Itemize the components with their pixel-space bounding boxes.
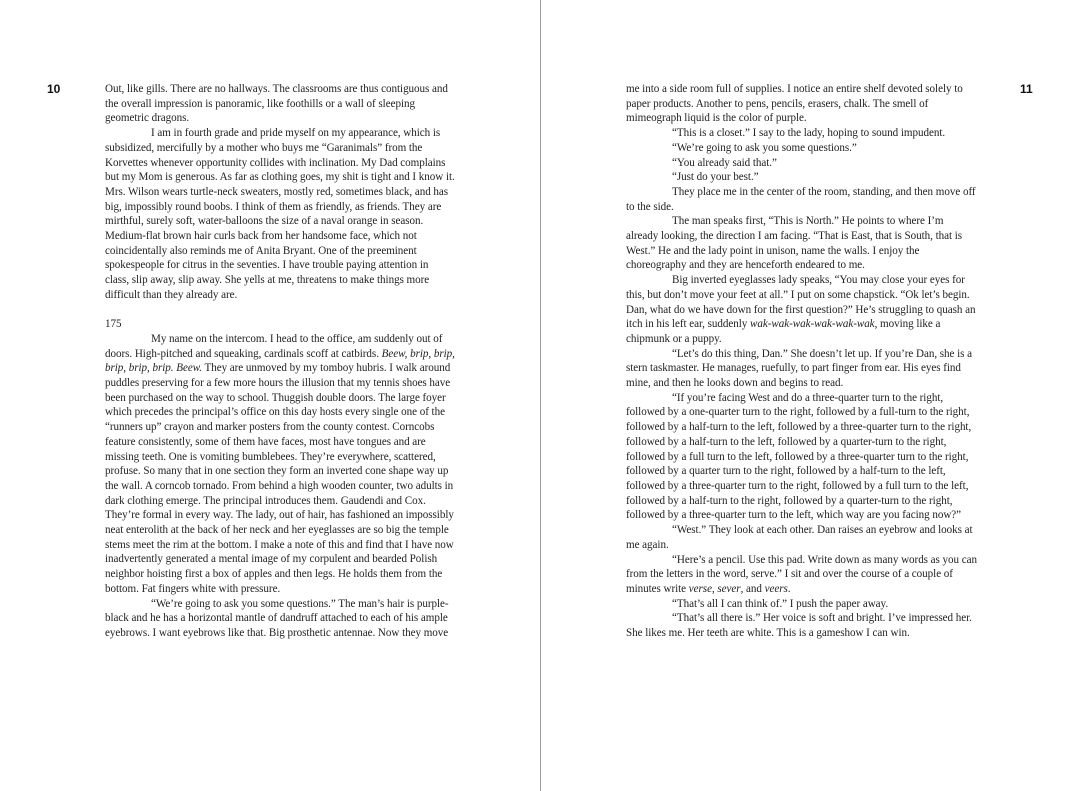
page-number-right: 11	[1020, 82, 1033, 96]
paragraph: I am in fourth grade and pride myself on my appearance, which is subsidized, mercifully by a mother who buys me “Garanimals” from the Korvettes whenever opportunity collides with inclination. My Dad complains but my Mom is generous. As far as clothing goes, my shit is tight and I know it. Mrs. Wilson wears turtle-neck sweaters, mostly red, sometimes black, and has big, impossibly round boobs. I think of them as friendly, as friends. They are mirthful, surely soft, water-balloons the size of a naval orange in season. Medium-flat brown hair curls back from her handsome face, which not coincidentally also reminds me of Anita Bryant. One of the preeminent spokespeople for citrus in the seventies. I have trouble paying attention in class, slip away, slip away. She yells at me, threatens to make things more difficult than they already are.	[105, 127, 455, 301]
dialogue-line: “We’re going to ask you some questions.”	[672, 141, 857, 154]
paragraph: “If you’re facing West and do a three-quarter turn to the right, followed by a one-quarter turn to the right, followed by a full-turn to the right, followed by a half-turn to the left, followed by a three-quarter turn to the right, followed by a half-turn to the left, followed by a quarter-turn to the right, followed by a full turn to the left, followed by a three-quarter turn to the right, followed by a quarter turn to the right, followed by a half-turn to the left, followed by a three-quarter turn to the right, followed by a full turn to the left, followed by a half-turn to the right, followed by a quarter-turn to the right, followed by a three-quarter turn to the left, which way are you facing now?”	[626, 391, 972, 522]
section-number: 175	[105, 318, 122, 331]
paragraph: “That’s all there is.” Her voice is soft and bright. I’ve impressed her. She likes me. Her teeth are white. This is a gameshow I can win.	[626, 612, 972, 640]
paragraph: “Let’s do this thing, Dan.” She doesn’t let up. If you’re Dan, she is a stern taskmaster. He manages, ruefully, to part finger from ear. His eyes find mine, and then he looks down and begins to read.	[626, 347, 973, 390]
paragraph: “West.” They look at each other. Dan raises an eyebrow and looks at me again.	[626, 524, 973, 551]
paragraph: “Here’s a pencil. Use this pad. Write down as many words as you can from the letters in the word, serve.” I sit and over the course of a couple of minutes write verse, sever, and veers.	[626, 553, 978, 595]
page-number-left: 10	[47, 82, 61, 96]
paragraph: me into a side room full of supplies. I notice an entire shelf devoted solely to paper products. Another to pens, pencils, erasers, chalk. The smell of mimeograph liquid is the color of purple.	[626, 83, 963, 125]
paragraph: “We’re going to ask you some questions.” The man’s hair is purple-black and he has a horizontal mantle of dandruff attached to each of his ample eyebrows. I want eyebrows like that. Big prosthetic antennae. Now they move	[105, 597, 449, 639]
dialogue-line: “This is a closet.” I say to the lady, hoping to sound impudent.	[672, 127, 946, 140]
paragraph: My name on the intercom. I head to the office, am suddenly out of doors. High-pitched and squeaking, cardinals scoff at catbirds. Beew, brip, brip, brip, brip, brip. Beew. They are unmoved by my tomboy hubris. I walk around puddles preserving for a few more hours the illusion that my tennis shoes have been purchased on the way to school. Thuggish double doors. The large foyer which precedes the principal’s office on this day hosts every single one of the “runners up” crayon and marker posters from the county contest. Corncobs feature consistently, some of them have faces, most have tongues and are missing teeth. One is vomiting bumblebees. They’re everywhere, scattered, profuse. So many that in one section they form an inverted cone shape way up the wall. A corncob tornado. From behind a high wooden counter, two adults in dark clothing emerge. The principal introduces them. Gaudendi and Cox. They’re formal in every way. The lady, out of hair, has fashioned an impossibly neat enterolith at the back of her neck and her eyeglasses are so big the temple stems meet the rim at the bottom. I make a note of this and find that I have now inadvertently generated a mental image of my corpulent and bearded Polish neighbor hoisting first a box of apples and then legs. He holds them from the bottom. Fat fingers white with pressure.	[105, 332, 455, 595]
book-gutter	[540, 0, 541, 791]
paragraph: Out, like gills. There are no hallways. The classrooms are thus contiguous and the overall impression is panoramic, like foothills or a wall of sleeping geometric dragons.	[105, 83, 448, 125]
left-page-text	[105, 82, 455, 641]
paragraph: Big inverted eyeglasses lady speaks, “You may close your eyes for this, but don’t move your feet at all.” I put on some chapstick. “Ok let’s begin. Dan, what do we have down for the first question?” He’s struggling to quash an itch in his left ear, suddenly wak-wak-wak-wak-wak-wak, moving like a chipmunk or a puppy.	[626, 274, 976, 345]
dialogue-line: “Just do your best.”	[672, 171, 759, 184]
paragraph: They place me in the center of the room, standing, and then move off to the side.	[626, 185, 976, 213]
paragraph: The man speaks first, “This is North.” He points to where I’m already looking, the direction I am facing. “That is East, that is South, that is West.” He and the lady point in unison, name the walls. I enjoy the choreography and they are henceforth endeared to me.	[626, 215, 963, 272]
dialogue-line: “You already said that.”	[672, 156, 777, 169]
right-page-text	[626, 82, 977, 641]
dialogue-line: “That’s all I can think of.” I push the paper away.	[672, 597, 889, 610]
